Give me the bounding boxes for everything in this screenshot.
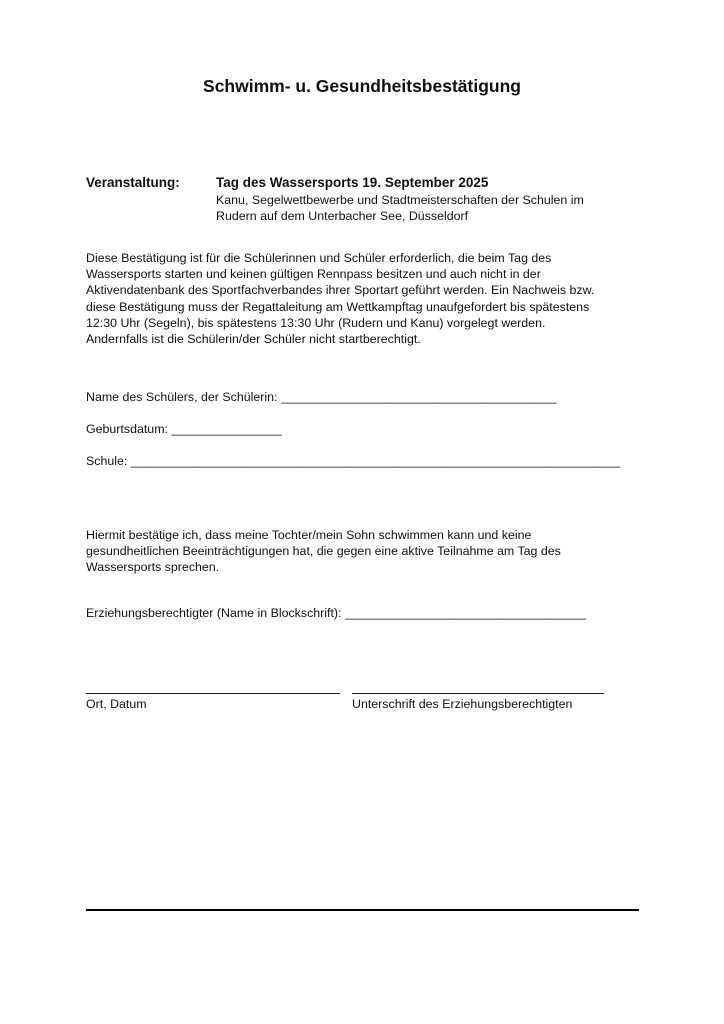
student-name-field[interactable]: Name des Schülers, der Schülerin: ________________________________________ — [86, 390, 557, 404]
school-field[interactable]: Schule: _______________________________________________________________________ — [86, 454, 621, 468]
guardian-name-field[interactable]: Erziehungsberechtigter (Name in Blockschrift): ___________________________________ — [86, 606, 587, 620]
intro-line: Andernfalls ist die Schülerin/der Schüler nicht startberechtigt. — [86, 332, 421, 347]
signature-label: Unterschrift des Erziehungsberechtigten — [352, 697, 573, 711]
place-date-signature-line[interactable] — [86, 693, 340, 694]
confirmation-line: gesundheitlichen Beeinträchtigungen hat, die gegen eine aktive Teilnahme am Tag des — [86, 544, 561, 559]
intro-line: Wassersports starten und keinen gültigen Rennpass besitzen und auch nicht in der — [86, 267, 541, 282]
footer-divider — [86, 909, 639, 911]
confirmation-paragraph — [86, 527, 561, 576]
place-date-label: Ort, Datum — [86, 697, 147, 711]
guardian-signature-line[interactable] — [352, 693, 604, 694]
event-name: Tag des Wassersports 19. September 2025 — [216, 175, 489, 190]
intro-line: Aktivendatenbank des Sportfachverbandes ihrer Sportart geführt werden. Ein Nachweis bzw. — [86, 283, 595, 298]
event-details — [216, 192, 584, 224]
page-title: Schwimm- u. Gesundheitsbestätigung — [203, 76, 521, 96]
birthdate-field[interactable]: Geburtsdatum: ________________ — [86, 422, 282, 436]
event-label: Veranstaltung: — [86, 175, 180, 190]
event-details-line: Rudern auf dem Unterbacher See, Düsseldorf — [216, 209, 469, 223]
confirmation-line: Hiermit bestätige ich, dass meine Tochter/mein Sohn schwimmen kann und keine — [86, 528, 532, 542]
intro-line: 12:30 Uhr (Segeln), bis spätestens 13:30 Uhr (Rudern und Kanu) vorgelegt werden. — [86, 315, 546, 330]
intro-line: Diese Bestätigung ist für die Schülerinnen und Schüler erforderlich, die beim Tag des — [86, 251, 552, 265]
intro-paragraph — [86, 250, 594, 347]
confirmation-line: Wassersports sprechen. — [86, 560, 220, 575]
intro-line: diese Bestätigung muss der Regattaleitung am Wettkampftag unaufgefordert bis spätestens — [86, 299, 590, 314]
event-details-line: Kanu, Segelwettbewerbe und Stadtmeisterschaften der Schulen im — [216, 193, 584, 207]
